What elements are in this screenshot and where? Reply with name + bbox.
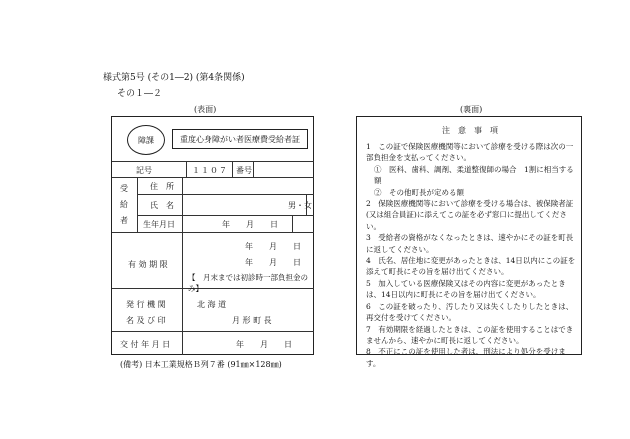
sex-label: 男・女 [288,201,312,210]
kigou-label: 記号 [136,166,152,175]
issuer-label-1: 発 行 機 関 [126,300,166,309]
issue-date-value: 年 月 日 [236,340,292,349]
note-7: 7 有効期限を経過したときは、この証を使用することはできませんから、速やかに町長に返してください。 [366,324,574,345]
note-6: 6 この証を破ったり、汚したり又は失くしたりしたときは、再交付を受けてください。 [366,301,574,323]
note-1b: ② その他町長が定める額 [374,187,464,197]
card-title: 重度心身障がい者医療費受給者証 [172,129,308,149]
note-1: 1 この証で保険医療機関等において診療を受ける際は次の一部負担金を支払ってください。 [366,142,574,163]
bangou-label: 番号 [236,166,252,175]
validity-date-2: 年 月 日 [245,258,301,267]
remarks: (備考) 日本工業規格Ｂ列７番 (91㎜×128㎜) [120,360,282,369]
form-number: 様式第5号 (その1―2) (第4条関係) [103,73,245,83]
birthdate-label: 生年月日 [143,220,175,229]
back-side-label: (裏面) [460,105,483,114]
validity-date-1: 年 月 日 [245,242,301,251]
issuer-prefecture: 北 海 道 [197,300,227,309]
birthdate-value: 年 月 日 [222,220,278,229]
front-side-label: (表面) [194,105,217,114]
validity-label: 有 効 期 限 [128,260,168,269]
notes-heading: 注 意 事 項 [442,126,498,135]
note-4: 4 氏名、居住地に変更があったときは、14日以内にこの証を添えて町長にその旨を届け出てください。 [366,256,576,277]
recipient-label-1: 受 [120,184,128,193]
issuer-label-2: 名 及 び 印 [126,316,166,325]
kigou-value: １１０７ [192,166,228,175]
issue-date-label: 交 付 年 月 日 [120,340,171,349]
note-1a: ① 医科、歯科、調剤、柔道整復師の場合 1割に相当する額 [374,164,574,186]
note-8: 8 不正にこの証を使用した者は、刑法により処分を受けます。 [366,347,566,368]
recipient-label-3: 者 [120,216,128,225]
note-2: 2 保険医療機関等において診療を受ける場合は、被保険者証(又は組合員証)に添えてこの証を必ず窓口に提出してください。 [366,199,574,231]
back-card [356,116,582,368]
name-label: 氏 名 [150,201,174,210]
recipient-label-2: 給 [120,200,128,209]
note-3: 3 受給者の資格がなくなったときは、速やかにその証を町長に返してください。 [366,233,574,254]
front-card [111,116,314,355]
form-subtitle: その１―２ [117,89,163,99]
burden-note: 【 月末までは初診時一部負担金のみ】 [188,273,308,293]
notes-list [366,141,576,369]
issuer-town: 月 形 町 長 [232,316,272,325]
address-label: 住 所 [150,182,174,191]
note-5: 5 加入している医療保険又はその内容に変更があったときは、14日以内に町長にその旨を届け出てください。 [366,278,566,300]
stamp-circle: 障課 [127,125,165,155]
